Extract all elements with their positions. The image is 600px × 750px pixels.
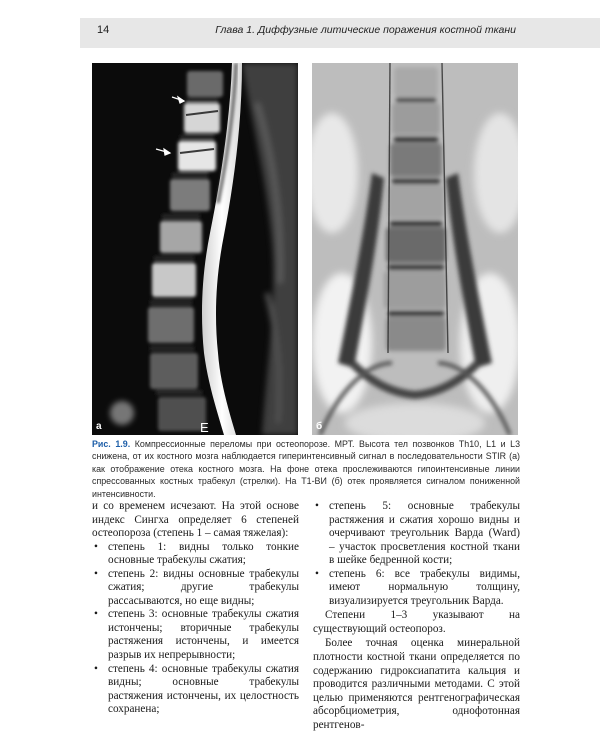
singh-grade-list-right — [313, 500, 520, 608]
figure-caption-text: Компрессионные переломы при остеопорозе. МРТ. Высота тел позвонков Th10, L1 и L3 снижена, от их костного мозга наблюдается гиперинтенсивный сигнал в последовательности STIR (а) как отображение отека костного мозга. На фоне отека прослеживаются гипоинтенсивные линии спрессованных костных трабекул (стрелки). На Т1-ВИ (б) отек проявляется сигналом пониженной интенсивности. — [92, 439, 521, 499]
figure-label: Рис. 1.9. — [92, 439, 131, 449]
mri-panel-a — [92, 63, 298, 435]
singh-grade-list-left — [92, 541, 299, 717]
panel-overlay-mark: E — [200, 420, 209, 435]
figure-caption — [92, 438, 520, 500]
list-item: • степень 1: видны только тонкие основные трабекулы сжатия; — [92, 541, 299, 568]
mri-coronal-t1-image — [312, 63, 518, 435]
mri-panel-b — [312, 63, 518, 435]
list-item: • степень 5: основные трабекулы растяжения и сжатия хорошо видны и очерчивают треугольник Варда (Ward) – участок просветления костной ткани в шейке бедренной кости; — [313, 500, 520, 568]
running-head: Глава 1. Диффузные литические поражения костной ткани — [215, 24, 516, 36]
panel-letter-b: б — [316, 421, 323, 432]
left-intro-paragraph: и со временем исчезают. На этой основе индекс Сингха определяет 6 степеней остеопороза (степень 1 – самая тяжелая): — [92, 500, 299, 540]
list-item: • степень 6: все трабекулы видимы, имеют нормальную толщину, визуализируется треугольник Варда. — [313, 568, 520, 609]
page-number: 14 — [97, 24, 110, 36]
right-paragraph-2: Более точная оценка минеральной плотности костной ткани определяется по содержанию гидроксиапатита кальция и проводится различными методами. С этой целью применяются рентгенографическая абсорбциометрия, однофотонная рентгенов- — [313, 637, 520, 731]
left-column — [92, 500, 299, 732]
right-column — [313, 500, 520, 732]
mri-sagittal-stir-image — [92, 63, 298, 435]
right-paragraph-1: Степени 1–3 указывают на существующий остеопороз. — [313, 609, 520, 635]
list-item: • степень 2: видны основные трабекулы сжатия; другие трабекулы рассасываются, но еще видны; — [92, 568, 299, 609]
list-item: • степень 4: основные трабекулы сжатия видны; основные трабекулы растяжения истончены, их целостность сохранена; — [92, 663, 299, 717]
list-item: • степень 3: основные трабекулы сжатия истончены; вторичные трабекулы растяжения истончены, и имеется разрыв их непрерывности; — [92, 608, 299, 662]
body-columns — [92, 500, 520, 732]
panel-letter-a: а — [96, 421, 102, 432]
figure — [92, 63, 518, 435]
